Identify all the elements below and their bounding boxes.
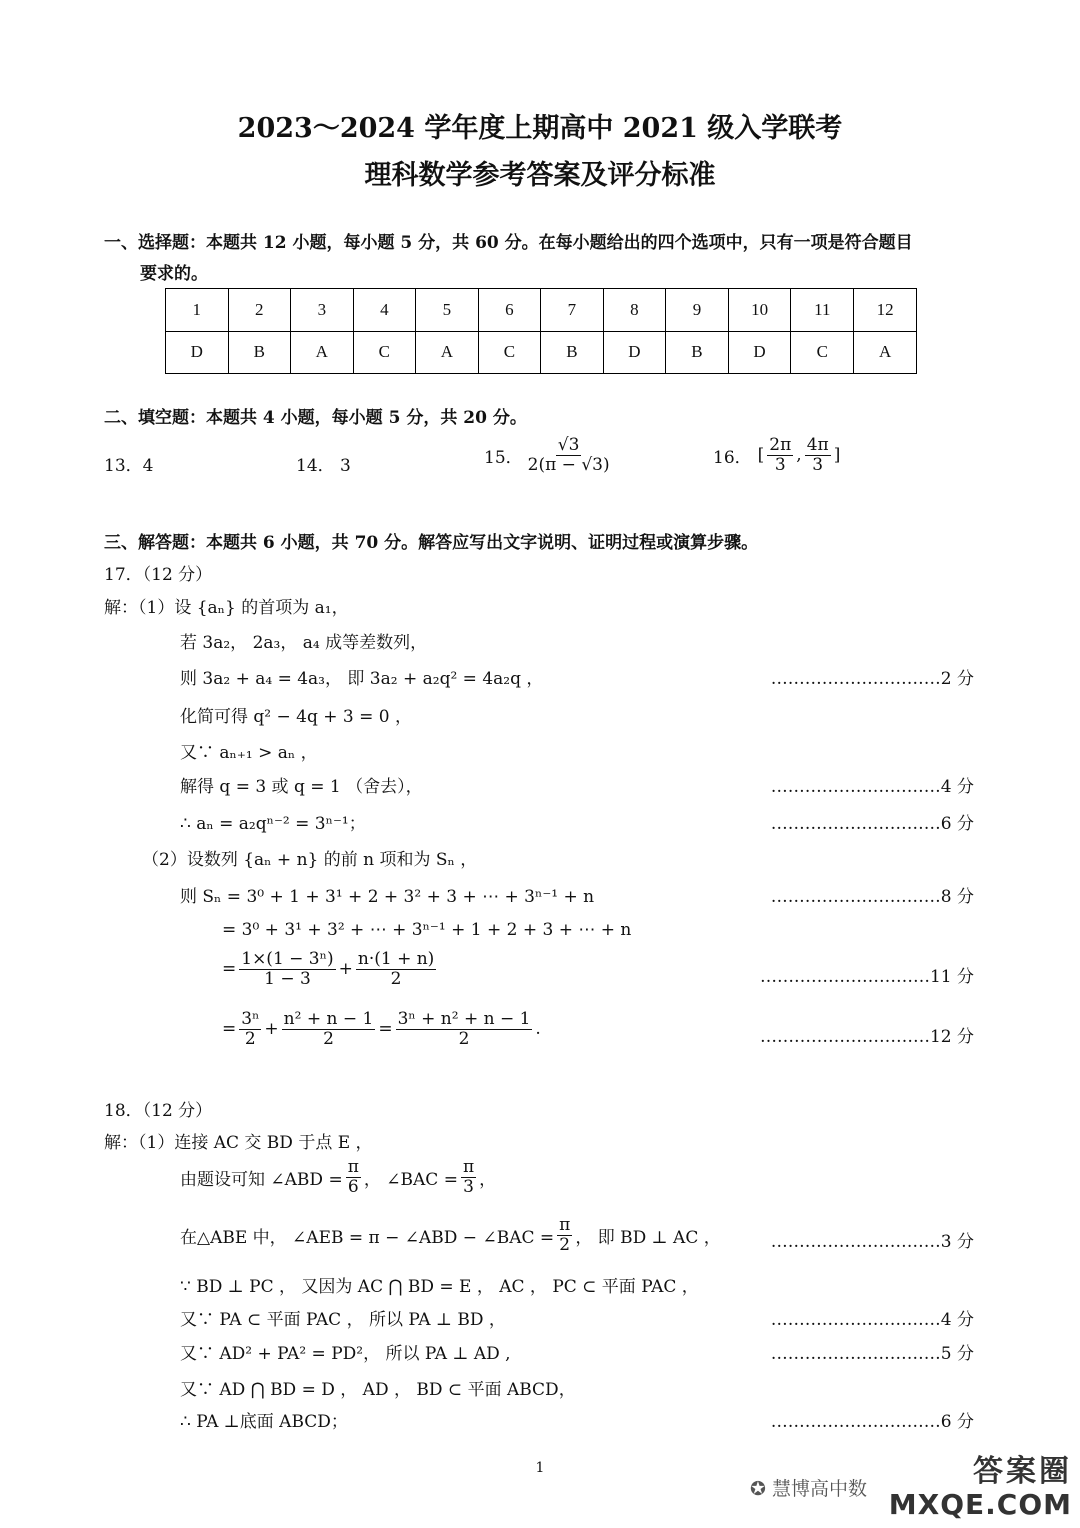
fraction-numerator: 3ⁿ + n² + n − 1 [397,1009,531,1029]
answer-15 [484,436,615,474]
question-number-cell: 10 [728,289,791,332]
fraction-numerator: π [559,1215,571,1235]
answer-14: 14． 3 [296,456,351,476]
q18-line: 又∵ PA ⊂ 平面 PAC ， 所以 PA ⊥ BD ， [180,1310,506,1330]
fraction-numerator: π [347,1157,359,1177]
score-marker: …………………………11 分 [759,967,974,987]
q17-line: 解得 q = 3 或 q = 1 （舍去）， [180,777,423,797]
section2-heading: 二、填空题：本题共 4 小题，每小题 5 分，共 20 分。 [104,408,527,428]
fraction [346,1158,361,1196]
question-number-cell: 5 [416,289,479,332]
score-marker: …………………………6 分 [770,814,974,834]
answer-15-denominator: 2(π − √3) [527,454,610,475]
answer-15-fraction [526,436,612,474]
question-number-cell: 4 [353,289,416,332]
q17-line: 则 3a₂ + a₄ = 4a₃， 即 3a₂ + a₂q² = 4a₂q ， [180,669,544,689]
fraction-numerator: 3ⁿ [241,1009,260,1029]
fraction-numerator: π [462,1157,475,1177]
fraction-denominator: 2 [323,1028,334,1049]
answer-cell: D [728,331,791,374]
equals-sign: = [378,1019,393,1040]
answer-cell: C [478,331,541,374]
q17-line: ∴ aₙ = a₂qⁿ⁻² = 3ⁿ⁻¹； [180,814,366,834]
fraction [356,950,436,988]
section1-heading: 一、选择题：本题共 12 小题，每小题 5 分，共 60 分。在每小题给出的四个选项中，只有一项是符合题目 [104,233,913,253]
section1-heading-cont: 要求的。 [140,264,208,284]
q18-line-triangle [180,1216,721,1254]
fraction-numerator: n² + n − 1 [283,1009,374,1029]
answer-cell: A [416,331,479,374]
q17-final-formula [222,1010,541,1048]
answer-table [165,288,917,374]
answer-16-frac1-den: 3 [774,454,786,475]
fraction [282,1010,376,1048]
score-marker: …………………………3 分 [770,1232,974,1252]
question-number-cell: 12 [854,289,917,332]
q17-sum-formula [222,950,439,988]
q18-text: ， [479,1169,497,1190]
answer-16-comma: , [796,445,802,466]
score-marker: …………………………2 分 [770,669,974,689]
score-marker: …………………………4 分 [770,777,974,797]
question-number-cell: 8 [603,289,666,332]
q17-line: 解：（1）设 {aₙ} 的首项为 a₁， [104,598,349,618]
fraction-denominator: 2 [559,1234,571,1255]
answer-cell: C [353,331,416,374]
q18-line: ∴ PA ⊥底面 ABCD； [180,1412,348,1432]
answer-16-open-bracket: [ [757,445,765,466]
answer-16-fraction-2 [805,436,831,474]
answer-16 [713,436,840,474]
fraction [396,1010,533,1048]
fraction-numerator: 1×(1 − 3ⁿ) [241,949,334,969]
q17-line: （2）设数列 {aₙ + n} 的前 n 项和为 Sₙ ， [142,850,478,870]
question-number-cell: 9 [666,289,729,332]
fraction-numerator: n·(1 + n) [357,949,435,969]
q17-line: = 3⁰ + 3¹ + 3² + ⋯ + 3ⁿ⁻¹ + 1 + 2 + 3 + ⋯ + n [222,920,632,940]
q18-line: 解：（1）连接 AC 交 BD 于点 E ， [104,1133,373,1153]
q18-text: 在△ABE 中， ∠AEB = π − ∠ABD − ∠BAC = [180,1227,555,1248]
fraction-denominator: 1 − 3 [264,968,311,989]
question-number-cell: 2 [228,289,291,332]
q17-line: 又∵ aₙ₊₁ > aₙ ， [180,743,318,763]
plus-sign: + [264,1019,279,1040]
answer-cell: B [541,331,604,374]
q18-text: 由题设可知 ∠ABD = [180,1169,343,1190]
answer-cell: B [666,331,729,374]
answer-16-frac2-num: 4π [806,435,829,455]
answer-15-label: 15． [484,447,523,468]
answer-13: 13．4 [104,456,154,476]
q17-line: 则 Sₙ = 3⁰ + 1 + 3¹ + 2 + 3² + 3 + ⋯ + 3ⁿ⁻¹ + n [180,887,595,907]
q17-title: 17．（12 分） [104,565,213,585]
q18-title: 18．（12 分） [104,1101,213,1121]
answer-cell: D [166,331,229,374]
answer-cell: C [791,331,854,374]
q18-text: ， 即 BD ⊥ AC ， [575,1227,721,1248]
site-url: MXQE.COM [888,1488,1072,1521]
fraction-denominator: 2 [244,1028,256,1049]
equals-sign: = [222,959,237,980]
answer-cell: A [291,331,354,374]
answer-table-numbers-row [166,289,917,332]
wechat-watermark [750,1474,867,1501]
answer-16-label: 16． [713,447,752,468]
answer-cell: D [603,331,666,374]
document-title-line1: 2023～2024 学年度上期高中 2021 级入学联考 [237,113,843,144]
q18-line-angles [180,1158,496,1196]
answer-16-close-bracket: ] [833,445,841,466]
plus-sign: + [338,959,353,980]
answer-16-fraction-1 [767,436,793,474]
question-number-cell: 7 [541,289,604,332]
fraction-denominator: 6 [347,1176,359,1197]
brand-logo-text: 答案圈 [973,1454,1072,1489]
q18-line: ∵ BD ⊥ PC ， 又因为 AC ⋂ BD = E ， AC ， PC ⊂ 平面 PAC ， [180,1277,699,1297]
page-number: 1 [535,1460,545,1476]
answer-cell: B [228,331,291,374]
fraction-denominator: 2 [458,1028,470,1049]
answer-16-frac2-den: 3 [812,454,824,475]
period: . [535,1019,541,1040]
q18-text: ， ∠BAC = [363,1169,458,1190]
answer-16-frac1-num: 2π [769,435,792,455]
question-number-cell: 6 [478,289,541,332]
q17-line: 若 3a₂， 2a₃， a₄ 成等差数列， [180,633,428,653]
score-marker: …………………………12 分 [759,1027,974,1047]
score-marker: …………………………5 分 [770,1344,974,1364]
question-number-cell: 3 [291,289,354,332]
fraction [239,1010,261,1048]
fraction [557,1216,572,1254]
watermark [742,1446,1072,1524]
fraction-denominator: 3 [463,1176,474,1197]
score-marker: …………………………8 分 [770,887,974,907]
score-marker: …………………………4 分 [770,1310,974,1330]
score-marker: …………………………6 分 [770,1412,974,1432]
q18-line: 又∵ AD ⋂ BD = D ， AD ， BD ⊂ 平面 ABCD， [180,1380,576,1400]
answer-cell: A [854,331,917,374]
answer-15-numerator: √3 [557,435,580,455]
fraction-denominator: 2 [390,968,402,989]
fraction [239,950,335,988]
q17-line: 化简可得 q² − 4q + 3 = 0 ， [180,707,412,727]
q18-line: 又∵ AD² + PA² = PD²， 所以 PA ⊥ AD , [180,1344,511,1364]
wechat-account-name: 慧博高中数 [771,1478,867,1500]
answer-table-answers-row [166,331,917,374]
fraction [461,1158,476,1196]
equals-sign: = [222,1019,237,1040]
wechat-icon: ✪ [750,1478,772,1500]
document-title-line2: 理科数学参考答案及评分标准 [364,160,716,191]
section3-heading: 三、解答题：本题共 6 小题，共 70 分。解答应写出文字说明、证明过程或演算步骤。 [104,533,759,553]
question-number-cell: 1 [166,289,229,332]
question-number-cell: 11 [791,289,854,332]
